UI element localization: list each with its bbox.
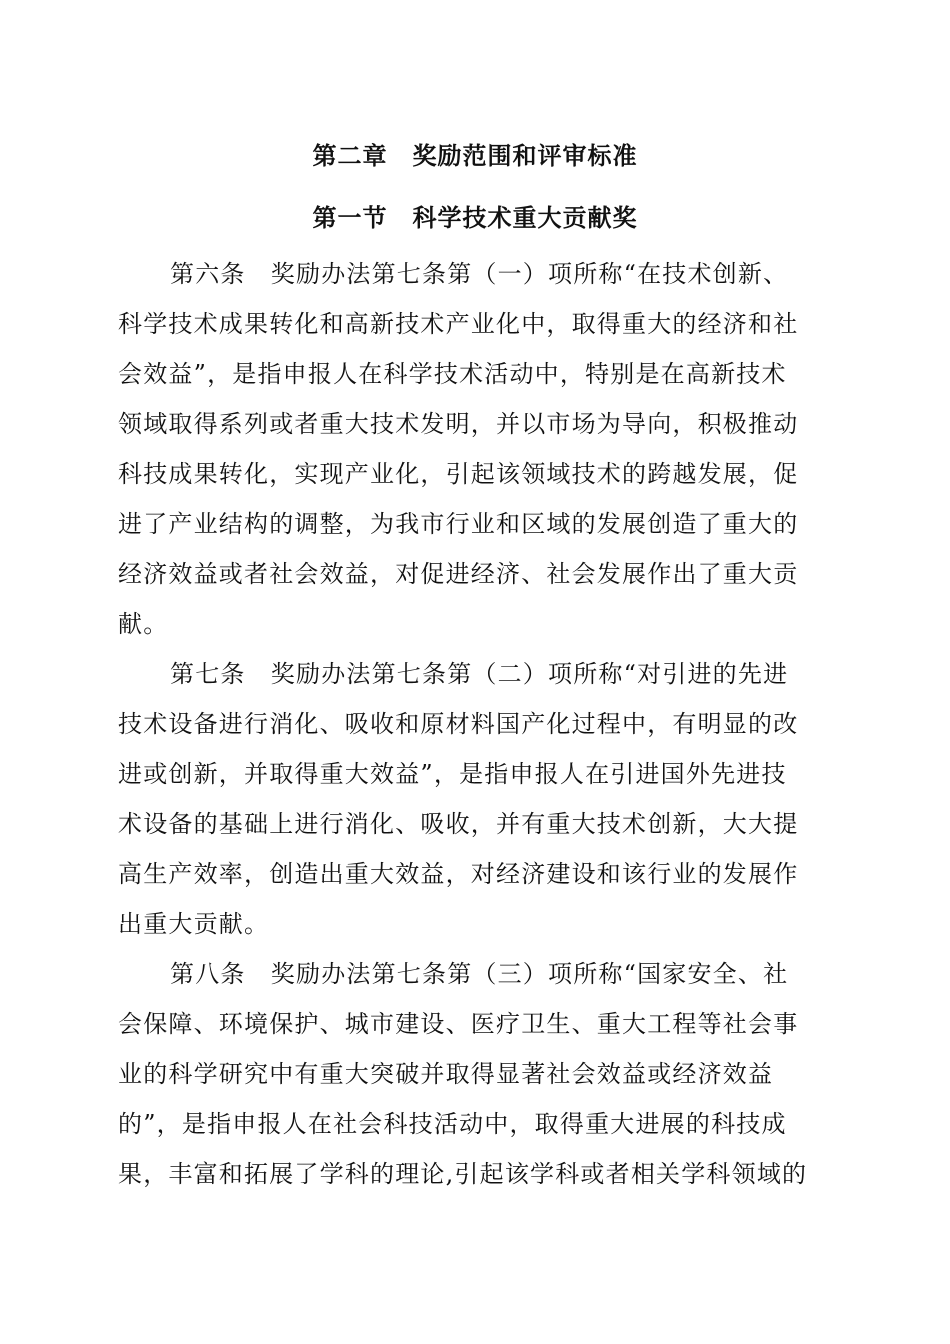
- paragraph-line: 的”，是指申报人在社会科技活动中，取得重大进展的科技成: [118, 1110, 787, 1138]
- paragraph-line: 经济效益或者社会效益，对促进经济、社会发展作出了重大贡: [118, 560, 799, 588]
- section-title: 第一节 科学技术重大贡献奖: [312, 204, 638, 232]
- paragraph-line: 第七条 奖励办法第七条第（二）项所称“对引进的先进: [170, 660, 789, 688]
- paragraph-line: 进或创新，并取得重大效益”，是指申报人在引进国外先进技: [118, 760, 787, 788]
- paragraph-line: 技术设备进行消化、吸收和原材料国产化过程中，有明显的改: [118, 710, 799, 738]
- paragraph-line: 高生产效率，创造出重大效益，对经济建设和该行业的发展作: [118, 860, 799, 888]
- paragraph-line: 第八条 奖励办法第七条第（三）项所称“国家安全、社: [170, 960, 789, 988]
- paragraph-line: 领域取得系列或者重大技术发明，并以市场为导向，积极推动: [118, 410, 799, 438]
- paragraph-line: 科技成果转化，实现产业化，引起该领域技术的跨越发展，促: [118, 460, 799, 488]
- paragraph-line: 术设备的基础上进行消化、吸收，并有重大技术创新，大大提: [118, 810, 799, 838]
- paragraph-line: 进了产业结构的调整，为我市行业和区域的发展创造了重大的: [118, 510, 799, 538]
- paragraph-line: 献。: [118, 610, 169, 638]
- chapter-title: 第二章 奖励范围和评审标准: [312, 142, 638, 170]
- paragraph-line: 会效益”，是指申报人在科学技术活动中，特别是在高新技术: [118, 360, 787, 388]
- paragraph-line: 科学技术成果转化和高新技术产业化中，取得重大的经济和社: [118, 310, 799, 338]
- paragraph-line: 业的科学研究中有重大突破并取得显著社会效益或经济效益: [118, 1060, 774, 1088]
- paragraph-line: 果，丰富和拓展了学科的理论,引起该学科或者相关学科领域的: [118, 1160, 808, 1188]
- paragraph-line: 第六条 奖励办法第七条第（一）项所称“在技术创新、: [170, 260, 789, 288]
- paragraph-line: 出重大贡献。: [118, 910, 270, 938]
- paragraph-line: 会保障、环境保护、城市建设、医疗卫生、重大工程等社会事: [118, 1010, 799, 1038]
